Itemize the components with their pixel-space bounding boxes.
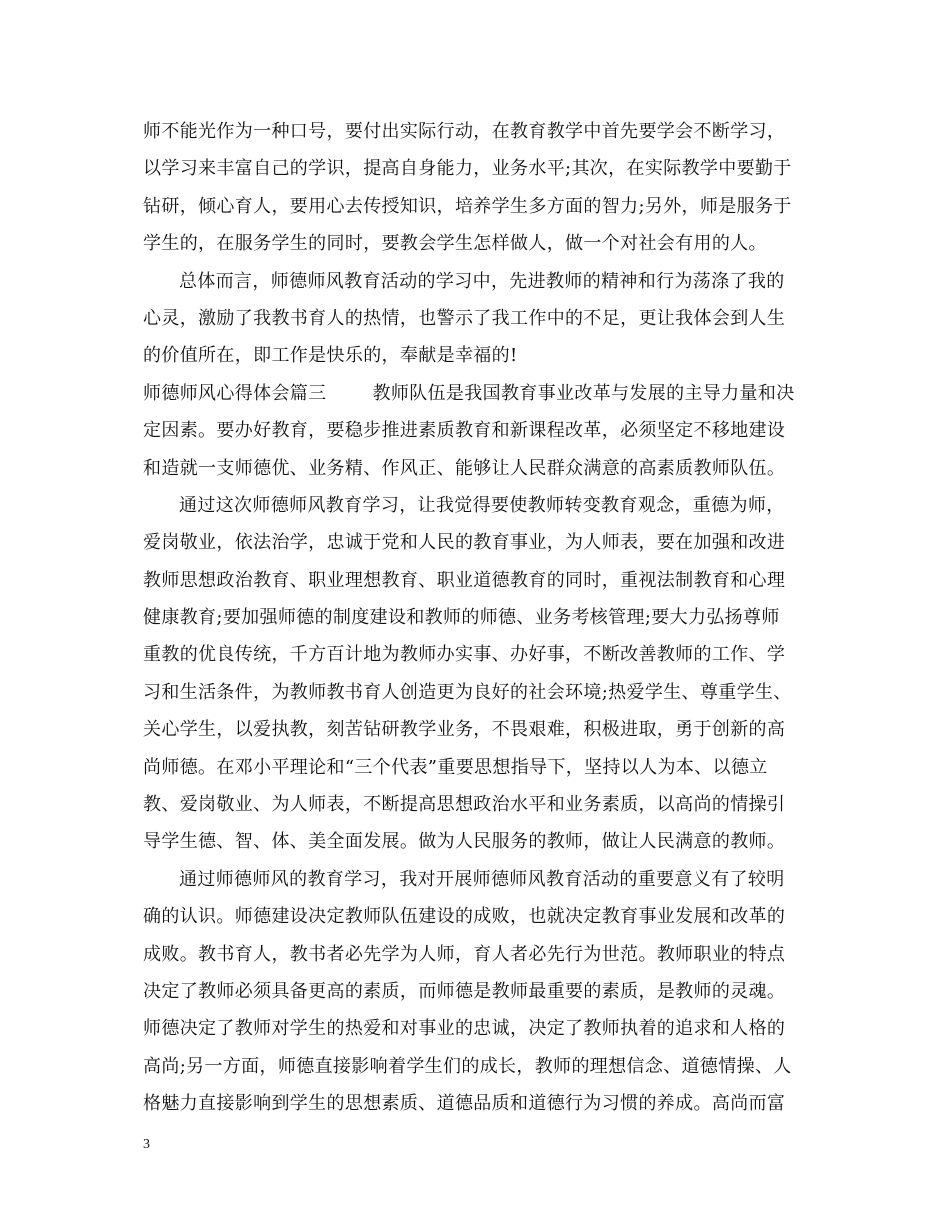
document-body (143, 113, 811, 1123)
text-line-16: 习和生活条件，为教师教书育人创造更为良好的社会环境;热爱学生、尊重学生、 (143, 681, 792, 703)
text-line-19: 教、爱岗敬业、为人师表，不断提高思想政治水平和业务素质，以高尚的情操引 (143, 794, 786, 816)
paragraph-start-line: 总体而言，师德师风教育活动的学习中，先进教师的精神和行为荡涤了我的 (179, 270, 785, 292)
text-line-25: 师德决定了教师对学生的热爱和对事业的忠诚，决定了教师执着的追求和人格的 (143, 1018, 786, 1040)
text-line-26: 高尚;另一方面，师德直接影响着学生们的成长，教师的理想信念、道德情操、人 (143, 1055, 792, 1077)
text-line-23: 成败。教书育人，教书者必先学为人师，育人者必先行为世范。教师职业的特点 (143, 943, 786, 965)
text-line-2: 以学习来丰富自己的学识，提高自身能力，业务水平;其次，在实际教学中要勤于 (143, 158, 792, 180)
paragraph-start-line: 通过这次师德师风教育学习，让我觉得要使教师转变教育观念，重德为师， (179, 494, 785, 516)
text-line-12: 爱岗敬业，依法治学，忠诚于党和人民的教育事业，为人师表，要在加强和改进 (143, 532, 786, 554)
section-opening-text: 教师队伍是我国教育事业改革与发展的主导力量和决 (372, 382, 795, 404)
text-line-27: 格魅力直接影响到学生的思想素质、道德品质和道德行为习惯的养成。高尚而富 (143, 1093, 786, 1115)
text-line-3: 钻研，倾心育人，要用心去传授知识，培养学生多方面的智力;另外，师是服务于 (143, 195, 792, 217)
section-heading-line (143, 375, 811, 412)
text-line-1: 师不能光作为一种口号，要付出实际行动，在教育教学中首先要学会不断学习， (143, 121, 786, 142)
text-line-22: 确的认识。师德建设决定教师队伍建设的成败，也就决定教育事业发展和改革的 (143, 906, 786, 928)
text-line-6: 心灵，激励了我教书育人的热情，也警示了我工作中的不足，更让我体会到人生 (143, 307, 786, 329)
text-line-10: 和造就一支师德优、业务精、作风正、能够让人民群众满意的高素质教师队伍。 (143, 457, 786, 479)
text-line-18: 尚师德。在邓小平理论和“三个代表”重要思想指导下，坚持以人为本、以德立 (143, 756, 768, 778)
paragraph-start-line: 通过师德师风的教育学习，我对开展师德师风教育活动的重要意义有了较明 (179, 868, 785, 890)
text-line-17: 关心学生，以爱执教，刻苦钻研教学业务，不畏艰难，积极进取，勇于创新的高 (143, 719, 786, 741)
text-line-14: 健康教育;要加强师德的制度建设和教师的师德、业务考核管理;要大力弘扬尊师 (143, 607, 780, 629)
text-line-15: 重教的优良传统，千方百计地为教师办实事、办好事，不断改善教师的工作、学 (143, 644, 786, 666)
text-line-9: 定因素。要办好教育，要稳步推进素质教育和新课程改革，必须坚定不移地建设 (143, 420, 786, 442)
text-line-24: 决定了教师必须具备更高的素质，而师德是教师最重要的素质，是教师的灵魂。 (143, 980, 786, 1002)
text-line-7: 的价值所在，即工作是快乐的，奉献是幸福的! (143, 345, 518, 367)
section-heading: 师德师风心得体会篇三 (143, 382, 327, 404)
page-number: 3 (143, 1137, 150, 1152)
text-line-20: 导学生德、智、体、美全面发展。做为人民服务的教师，做让人民满意的教师。 (143, 831, 786, 853)
text-line-4: 学生的，在服务学生的同时，要教会学生怎样做人，做一个对社会有用的人。 (143, 233, 767, 255)
text-line-13: 教师思想政治教育、职业理想教育、职业道德教育的同时，重视法制教育和心理 (143, 569, 786, 591)
